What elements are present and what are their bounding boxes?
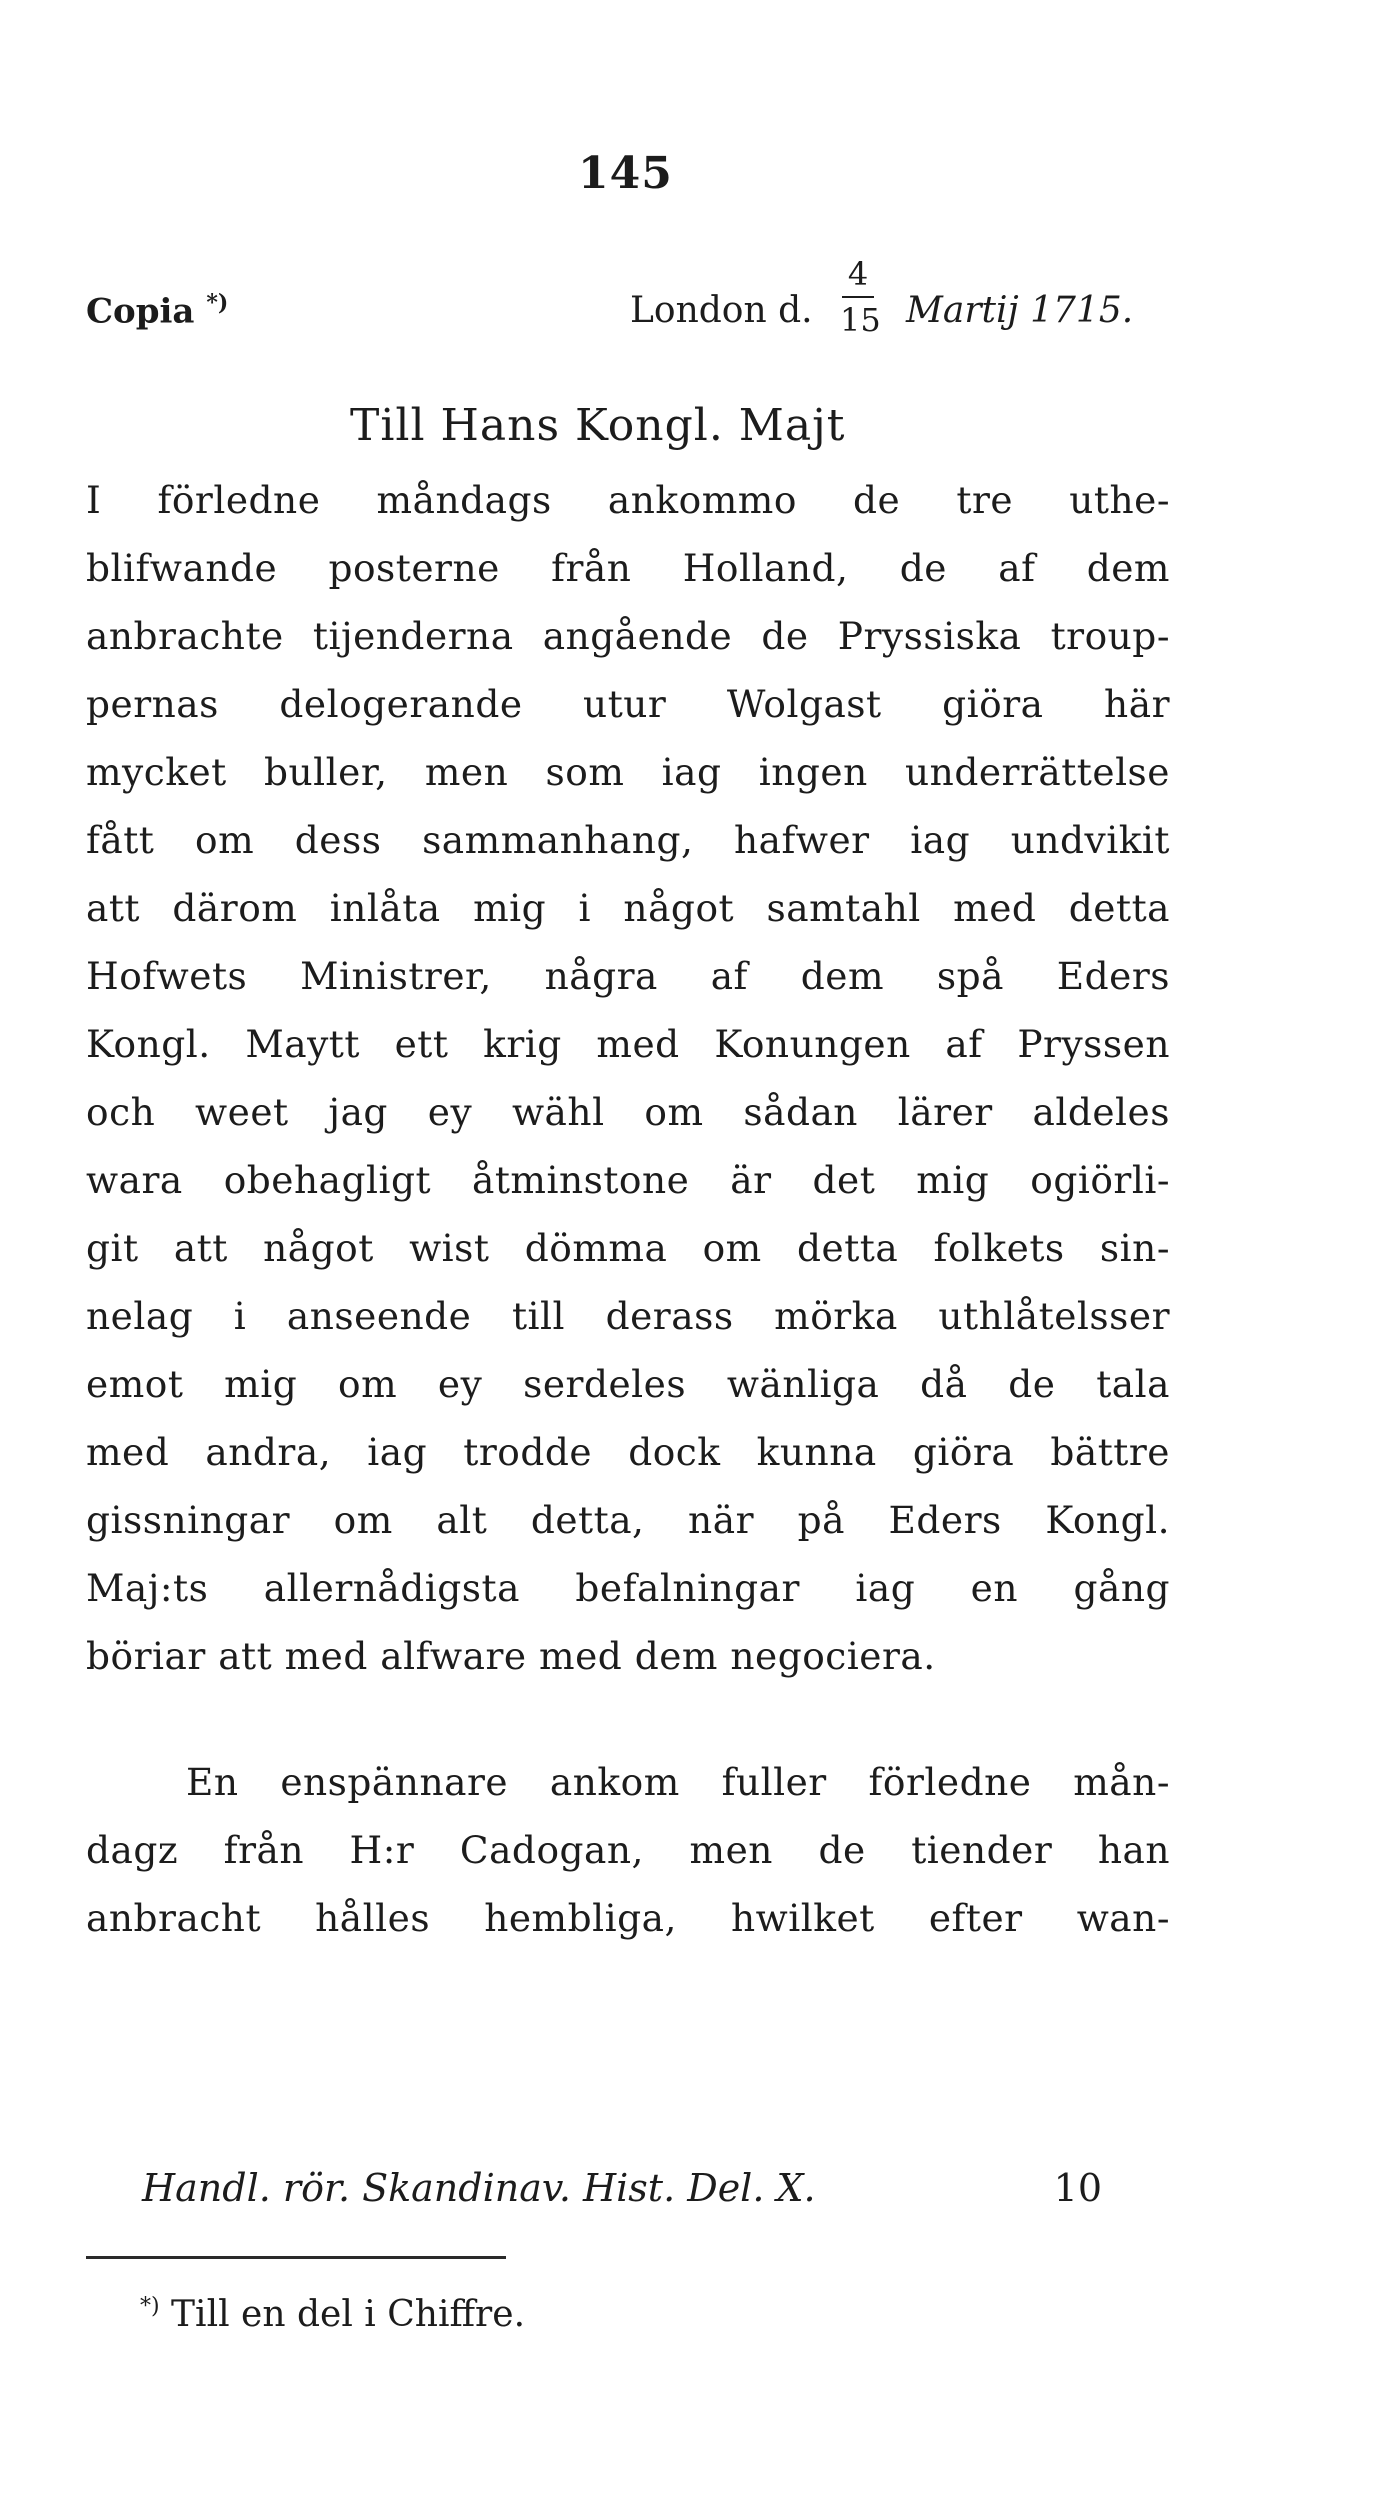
text-line: Hofwets Ministrer, några af dem spå Eders [86,954,1170,998]
text-line: nelag i anseende till derass mörka uthlåtelsser [86,1294,1170,1338]
dateline-day-fraction [840,255,881,339]
text-line: Maj:ts allernådigsta befalningar iag en gång [86,1566,1170,1610]
footnote-text: Till en del i Chiffre. [171,2294,526,2335]
copia-label [86,290,228,331]
text-line: Kongl. Maytt ett krig med Konungen af Pryssen [86,1022,1170,1066]
text-line: med andra, iag trodde dock kunna giöra bättre [86,1430,1170,1474]
day-denominator: 15 [840,301,881,339]
text-line: gissningar om alt detta, när på Eders Kongl. [86,1498,1170,1542]
text-line: wara obehagligt åtminstone är det mig ogiörli- [86,1158,1170,1202]
dateline-month-year: Martij 1715. [906,290,1134,331]
text-line: pernas delogerande utur Wolgast giöra här [86,682,1170,726]
text-line: anbrachte tijenderna angående de Pryssiska troup- [86,614,1170,658]
copia-footnote-mark: *) [206,290,229,316]
text-line: En enspännare ankom fuller förledne mån- [186,1760,1170,1804]
day-numerator: 4 [847,255,869,293]
text-line: och weet jag ey wähl om sådan lärer aldeles [86,1090,1170,1134]
text-line: git att något wist dömma om detta folkets sin- [86,1226,1170,1270]
text-line: fått om dess sammanhang, hafwer iag undvikit [86,818,1170,862]
salutation: Till Hans Kongl. Majt [350,400,846,451]
text-line: emot mig om ey serdeles wänliga då de tala [86,1362,1170,1406]
text-line: mycket buller, men som iag ingen underrättelse [86,750,1170,794]
text-line: I förledne måndags ankommo de tre uthe- [86,478,1170,522]
footnote [140,2294,525,2335]
footnote-divider [86,2256,506,2259]
footnote-mark: *) [140,2294,160,2319]
signature-text: Handl. rör. Skandinav. Hist. Del. X. [142,2166,816,2210]
dateline-place: London d. [630,290,813,331]
text-line: att därom inlåta mig i något samtahl med detta [86,886,1170,930]
copia-text: Copia [86,291,195,332]
page-number: 145 [578,148,673,199]
text-line: dagz från H:r Cadogan, men de tiender han [86,1828,1170,1872]
text-line: anbracht hålles hembliga, hwilket efter wan- [86,1896,1170,1940]
dateline [630,255,1330,368]
paragraph-1 [86,466,1170,1690]
text-line: böriar att med alfware med dem negociera. [86,1634,936,1678]
signature-line [142,2166,1102,2210]
sheet-number: 10 [1053,2166,1102,2210]
text-line: blifwande posterne från Holland, de af dem [86,546,1170,590]
paragraph-2 [86,1748,1170,1952]
